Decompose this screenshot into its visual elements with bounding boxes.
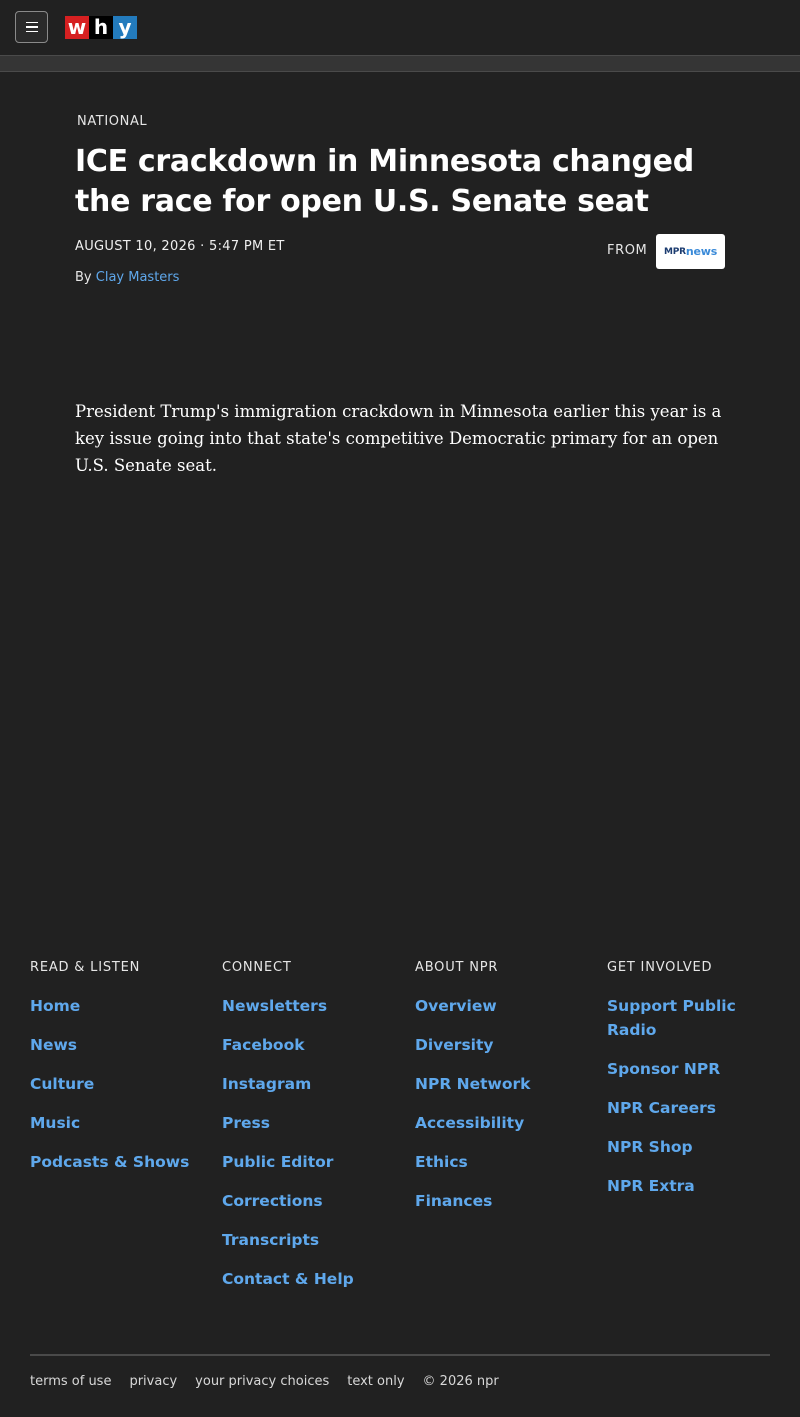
from-label: FROM (607, 243, 648, 258)
footer-link-facebook[interactable]: Facebook (222, 1036, 305, 1054)
footer-heading: ABOUT NPR (415, 960, 499, 975)
footer-link-press[interactable]: Press (222, 1114, 270, 1132)
footer-heading: CONNECT (222, 960, 292, 975)
legal-links (30, 1374, 499, 1389)
legal-link-text-only[interactable]: text only (347, 1374, 405, 1389)
footer-link-sponsor-npr[interactable]: Sponsor NPR (607, 1060, 721, 1078)
footer-link-finances[interactable]: Finances (415, 1192, 493, 1210)
logo-letter-h: h (89, 16, 113, 39)
footer-link-news[interactable]: News (30, 1036, 78, 1054)
footer-link-newsletters[interactable]: Newsletters (222, 997, 328, 1015)
footer-divider (30, 1354, 770, 1356)
footer-link-culture[interactable]: Culture (30, 1075, 95, 1093)
article-headline: ICE crackdown in Minnesota changed the race for open U.S. Senate seat (75, 144, 694, 219)
article-body: President Trump's immigration crackdown in Minnesota earlier this year is a key issue going into that state's competitive Democratic primary for an open U.S. Senate seat. (75, 402, 722, 475)
footer-link-diversity[interactable]: Diversity (415, 1036, 494, 1054)
station-logo[interactable] (65, 16, 137, 39)
author-link[interactable]: Clay Masters (95, 270, 180, 285)
mpr-news-logo[interactable] (656, 234, 725, 269)
menu-bar (26, 31, 38, 33)
byline-prefix: By (75, 270, 92, 285)
legal-link-privacy-choices[interactable]: your privacy choices (195, 1374, 330, 1389)
article-dateline: AUGUST 10, 2026 · 5:47 PM ET (75, 239, 285, 254)
footer-link-support-public-radio[interactable]: Support Public Radio (607, 997, 736, 1039)
menu-bar (26, 26, 38, 28)
footer-link-music[interactable]: Music (30, 1114, 81, 1132)
footer-link-instagram[interactable]: Instagram (222, 1075, 312, 1093)
footer-column-get-involved (607, 960, 772, 1213)
byline (75, 270, 179, 285)
legal-link-terms[interactable]: terms of use (30, 1374, 112, 1389)
footer-link-accessibility[interactable]: Accessibility (415, 1114, 525, 1132)
footer-link-podcasts-shows[interactable]: Podcasts & Shows (30, 1153, 190, 1171)
footer-link-corrections[interactable]: Corrections (222, 1192, 323, 1210)
footer-link-ethics[interactable]: Ethics (415, 1153, 468, 1171)
footer-link-overview[interactable]: Overview (415, 997, 497, 1015)
logo-letter-w: w (65, 16, 89, 39)
menu-bar (26, 22, 38, 24)
section-label[interactable]: NATIONAL (77, 114, 148, 129)
footer-heading: GET INVOLVED (607, 960, 713, 975)
footer-column-about-npr (415, 960, 585, 1228)
footer-link-public-editor[interactable]: Public Editor (222, 1153, 334, 1171)
footer-heading: READ & LISTEN (30, 960, 141, 975)
header-subbar (0, 56, 800, 72)
footer-link-npr-extra[interactable]: NPR Extra (607, 1177, 695, 1195)
footer-link-transcripts[interactable]: Transcripts (222, 1231, 320, 1249)
legal-link-privacy[interactable]: privacy (129, 1374, 178, 1389)
copyright: © 2026 npr (422, 1374, 499, 1389)
footer-link-npr-careers[interactable]: NPR Careers (607, 1099, 717, 1117)
footer-link-npr-network[interactable]: NPR Network (415, 1075, 531, 1093)
logo-letter-y: y (113, 16, 137, 39)
footer-link-contact-help[interactable]: Contact & Help (222, 1270, 354, 1288)
hamburger-menu-icon[interactable] (15, 11, 48, 43)
footer-column-read-listen (30, 960, 200, 1189)
footer-column-connect (222, 960, 392, 1306)
site-header (0, 0, 800, 56)
logo-news-text: news (685, 245, 718, 258)
footer-link-home[interactable]: Home (30, 997, 81, 1015)
logo-mpr-text: MPR (663, 246, 686, 257)
footer-link-npr-shop[interactable]: NPR Shop (607, 1138, 693, 1156)
